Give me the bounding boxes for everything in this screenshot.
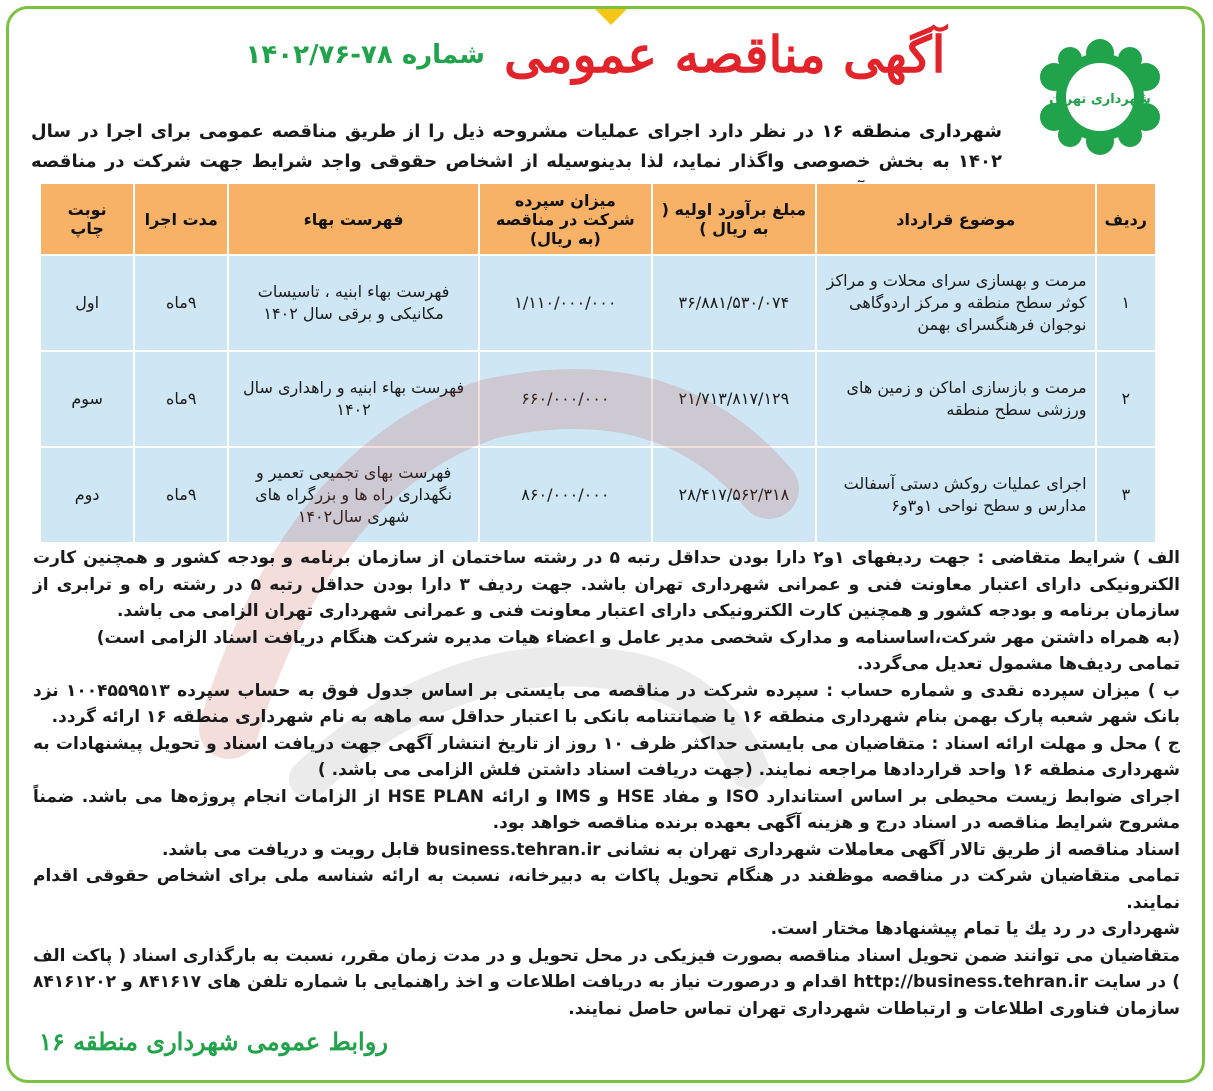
cell-duration: ۹ماه xyxy=(134,351,228,447)
section-c-text: متقاضیان می بایستی حداکثر ظرف ۱۰ روز از تاریخ انتشار آگهی جهت دریافت اسناد و تحویل پیشنهادات به شهرداری منطقه ۱۶ واحد قراردادها مراجعه نمایند. (جهت دریافت اسناد داشتن فلش الزامی می باشد. ) xyxy=(33,733,1180,780)
section-b xyxy=(33,678,1180,731)
cell-duration: ۹ماه xyxy=(134,447,228,543)
section-a xyxy=(33,545,1180,625)
cell-deposit: ۸۶۰/۰۰۰/۰۰۰ xyxy=(479,447,652,543)
cell-print-round: دوم xyxy=(40,447,134,543)
intro-text: در نظر دارد اجرای عملیات مشروحه ذیل را از طریق مناقصه عمومی برای اجرا در سال ۱۴۰۲ به بخش خصوصی واگذار نماید، لذا بدینوسیله از اشخاص حقوقی واجد شرایط جهت شرکت در مناقصه xyxy=(31,121,1002,172)
header-print-round: نوبت چاپ xyxy=(40,183,134,255)
tehran-municipality-logo xyxy=(1030,37,1170,157)
cell-price-list: فهرست بهای تجمیعی تعمیر و نگهداری راه ها و بزرگراه های شهری سال۱۴۰۲ xyxy=(228,447,479,543)
section-a-note2: تمامی ردیف‌ها مشمول تعدیل می‌گردد. xyxy=(857,654,1180,674)
section-c-heading: ج ) محل و مهلت ارائه اسناد : xyxy=(931,733,1180,754)
tender-table xyxy=(39,182,1157,544)
section-c xyxy=(33,731,1180,784)
cell-subject: مرمت و بهسازی سرای محلات و مراکز کوثر سطح منطقه و مرکز اردوگاهی نوجوان فرهنگسرای بهمن xyxy=(816,255,1095,351)
cell-deposit: ۱/۱۱۰/۰۰۰/۰۰۰ xyxy=(479,255,652,351)
table-row xyxy=(40,447,1156,543)
section-a-note: (به همراه داشتن مهر شرکت،اساسنامه و مدارک شخصی مدیر عامل و اعضاء هیات مدیره شرکت هنگام دریافت اسناد الزامی است) xyxy=(96,627,1180,648)
paragraph-rejection: شهرداری در رد یك یا تمام پیشنهادها مختار است. xyxy=(770,919,1180,939)
cell-print-round: سوم xyxy=(40,351,134,447)
conditions-body xyxy=(33,545,1180,1022)
cell-subject: اجرای عملیات روکش دستی آسفالت مدارس و سطح نواحی ۱و۳و۶ xyxy=(816,447,1095,543)
header-price-list: فهرست بهاء xyxy=(228,183,479,255)
section-a-heading: الف ) شرایط متقاضی : xyxy=(977,548,1181,568)
notice-number: شماره ۷۸-۱۴۰۲/۷۶ xyxy=(245,39,485,70)
cell-estimate: ۲۱/۷۱۳/۸۱۷/۱۲۹ xyxy=(652,351,816,447)
paragraph-hse: اجرای ضوابط زیست محیطی بر اساس استاندارد ISO و مفاد HSE و IMS و ارائه HSE PLAN از الزامات انجام پروژه‌ها می باشد. ضمناً مشروح شرایط مناقصه در اسناد درج و هزینه آگهی بعهده برنده مناقصه خواهد بود. xyxy=(33,786,1180,833)
header-row-number: ردیف xyxy=(1096,183,1156,255)
cell-row-number: ۱ xyxy=(1096,255,1156,351)
paragraph-upload: متقاضیان می توانند ضمن تحویل اسناد مناقصه بصورت فیزیکی در محل تحویل و در مدت زمان مقرر، نسبت به بارگذاری اسناد ( پاکت الف ) در سایت http://business.tehran.ir اقدام و درصورت نیاز به دریافت اطلاعات و اخذ راهنمایی با شماره تلفن های ۸۴۱۶۱۷ و ۸۴۱۶۱۲۰۲ سازمان فناوری اطلاعات و ارتباطات شهرداری تهران تماس حاصل نمایند. xyxy=(33,945,1180,1019)
logo-text: شهرداری تهران xyxy=(1049,92,1151,107)
section-b-heading: ب ) میزان سپرده نقدی و شماره حساب : xyxy=(826,680,1180,701)
table-row xyxy=(40,255,1156,351)
cell-estimate: ۲۸/۴۱۷/۵۶۲/۳۱۸ xyxy=(652,447,816,543)
notice-title: آگهی مناقصه عمومی xyxy=(504,25,946,84)
top-notch-marker xyxy=(595,9,627,25)
paragraph-national-id: تمامی متقاضیان شرکت در مناقصه موظفند در هنگام تحویل پاکات به دبیرخانه، نسبت به ارائه شناسه ملی برای اشخاص حقوقی اقدام نمایند. xyxy=(33,866,1180,913)
cell-duration: ۹ماه xyxy=(134,255,228,351)
cell-print-round: اول xyxy=(40,255,134,351)
cell-subject: مرمت و بازسازی اماکن و زمین های ورزشی سطح منطقه xyxy=(816,351,1095,447)
paragraph-documents: اسناد مناقصه از طریق تالار آگهی معاملات شهرداری تهران به نشانی business.tehran.ir قابل رویت و دریافت می باشد. xyxy=(161,839,1180,860)
cell-row-number: ۳ xyxy=(1096,447,1156,543)
notice-frame xyxy=(6,6,1205,1083)
intro-lead: شهرداری منطقه ۱۶ xyxy=(821,121,1002,142)
table-row xyxy=(40,351,1156,447)
signature: روابط عمومی شهرداری منطقه ۱۶ xyxy=(39,1027,388,1056)
table-header-row xyxy=(40,183,1156,255)
cell-price-list: فهرست بهاء ابنیه و راهداری سال ۱۴۰۲ xyxy=(228,351,479,447)
section-b-text: سپرده شرکت در مناقصه می بایستی بر اساس جدول فوق به حساب سپرده ۱۰۰۴۵۵۹۵۱۳ نزد بانک شهر شعبه پارک بهمن بنام شهرداری منطقه ۱۶ یا ضمانتنامه بانکی با اعتبار حداقل سه ماهه به نام شهرداری منطقه ۱۶ ارائه گردد. xyxy=(33,680,1180,727)
cell-row-number: ۲ xyxy=(1096,351,1156,447)
cell-estimate: ۳۶/۸۸۱/۵۳۰/۰۷۴ xyxy=(652,255,816,351)
header-estimate: مبلغ برآورد اولیه ( به ریال ) xyxy=(652,183,816,255)
header-deposit: میزان سپرده شرکت در مناقصه (به ریال) xyxy=(479,183,652,255)
cell-deposit: ۶۶۰/۰۰۰/۰۰۰ xyxy=(479,351,652,447)
title-row xyxy=(189,25,1002,109)
header-subject: موضوع قرارداد xyxy=(816,183,1095,255)
section-a-text: جهت ردیفهای ۱و۲ دارا بودن حداقل رتبه ۵ در رشته ساختمان از سازمان برنامه و بودجه کشور و همچنین کارت الکترونیکی دارای اعتبار معاونت فنی و عمرانی شهرداری تهران باشد. جهت ردیف ۳ دارا بودن حداقل رتبه ۵ در رشته راه و ترابری از سازمان برنامه و بودجه کشور و همچنین کارت الکترونیکی دارای اعتبار معاونت فنی و عمرانی شهرداری تهران الزامی می باشد. xyxy=(33,548,1181,621)
header-duration: مدت اجرا xyxy=(134,183,228,255)
cell-price-list: فهرست بهاء ابنیه ، تاسیسات مکانیکی و برقی سال ۱۴۰۲ xyxy=(228,255,479,351)
